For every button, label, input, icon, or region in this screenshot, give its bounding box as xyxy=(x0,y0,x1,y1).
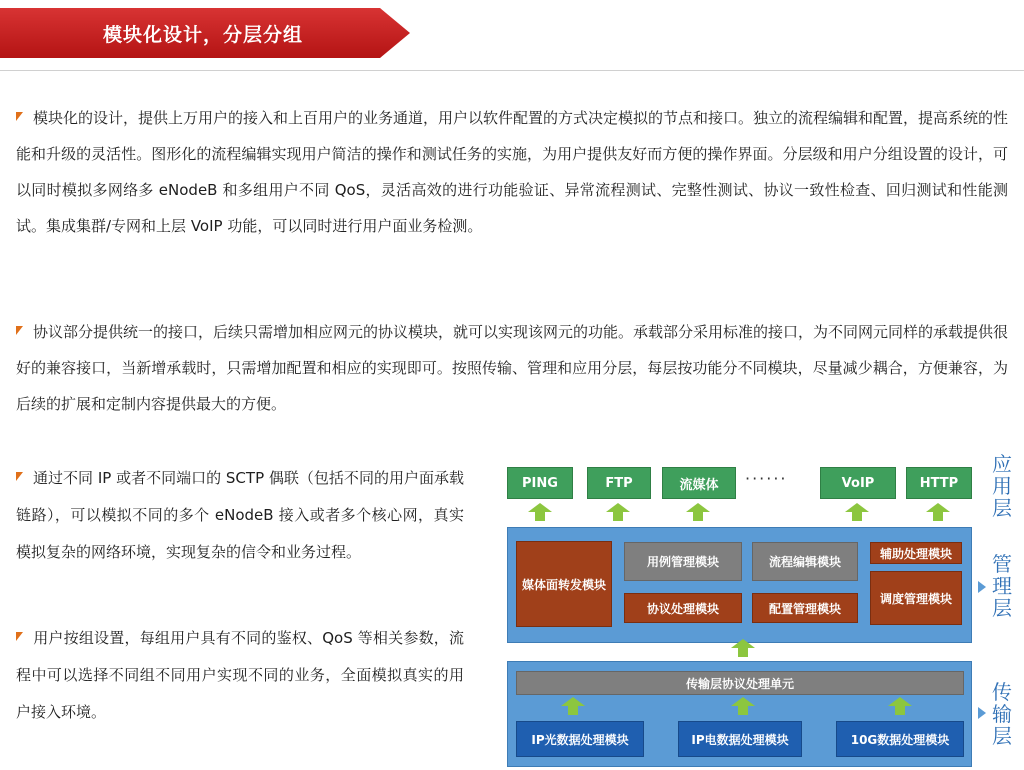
up-arrow-icon xyxy=(736,639,750,657)
transport-protocol-unit: 传输层协议处理单元 xyxy=(516,671,964,695)
paragraph-text: 用户按组设置，每组用户具有不同的鉴权、QoS 等相关参数，流程中可以选择不同组不同用户实现不同的业务，全面模拟真实的用户接入环境。 xyxy=(16,629,464,721)
up-arrow-icon xyxy=(566,697,580,715)
up-arrow-icon xyxy=(850,503,864,521)
architecture-diagram xyxy=(500,445,1024,770)
media-forwarding-module: 媒体面转发模块 xyxy=(516,541,612,627)
app-module-streaming: 流媒体 xyxy=(662,467,736,499)
protocol-module: 协议处理模块 xyxy=(624,593,742,623)
layer-label-management: 管理层 xyxy=(992,552,1012,620)
up-arrow-icon xyxy=(691,503,705,521)
paragraph-user-groups xyxy=(16,620,464,731)
bullet-icon xyxy=(16,326,23,335)
paragraph-text: 通过不同 IP 或者不同端口的 SCTP 偶联（包括不同的用户面承载链路），可以模拟不同的多个 eNodeB 接入或者多个核心网，真实模拟复杂的网络环境，实现复杂的信令和业务过程。 xyxy=(16,469,464,561)
paragraph-protocol-interface xyxy=(16,314,1008,422)
bullet-icon xyxy=(16,472,23,481)
usecase-mgmt-module: 用例管理模块 xyxy=(624,542,742,581)
auxiliary-module: 辅助处理模块 xyxy=(870,542,962,564)
up-arrow-icon xyxy=(611,503,625,521)
arrow-right-icon xyxy=(978,707,986,719)
app-module-voip: VoIP xyxy=(820,467,896,499)
schedule-mgmt-module: 调度管理模块 xyxy=(870,571,962,625)
paragraph-sctp xyxy=(16,460,464,571)
up-arrow-icon xyxy=(736,697,750,715)
paragraph-text: 协议部分提供统一的接口，后续只需增加相应网元的协议模块，就可以实现该网元的功能。承载部分采用标准的接口，为不同网元同样的承载提供很好的兼容接口，当新增承载时，只需增加配置和相应的实现即可。按照传输、管理和应用分层，每层按功能分不同模块，尽量减少耦合，方便兼容，为后续的扩展和定制内容提供最大的方便。 xyxy=(16,323,1009,413)
layer-label-transport: 传输层 xyxy=(992,680,1012,748)
paragraph-modular-design xyxy=(16,100,1008,244)
ip-optical-module: IP光数据处理模块 xyxy=(516,721,644,757)
app-ellipsis: ······ xyxy=(745,469,788,488)
up-arrow-icon xyxy=(893,697,907,715)
paragraph-text: 模块化的设计，提供上万用户的接入和上百用户的业务通道，用户以软件配置的方式决定模拟的节点和接口。独立的流程编辑和配置，提高系统的性能和升级的灵活性。图形化的流程编辑实现用户简洁的操作和测试任务的实施，为用户提供友好而方便的操作界面。分层级和用户分组设置的设计，可以同时模拟多网络多 eNodeB 和多组用户不同 QoS，灵活高效的进行功能验证、异常流程测试、完整性测试、协议一致性检查、回归测试和性能测试。集成集群/专网和上层 VoIP 功能，可以同时进行用户面业务检测。 xyxy=(16,109,1009,235)
layer-label-application: 应用层 xyxy=(992,452,1012,520)
config-mgmt-module: 配置管理模块 xyxy=(752,593,858,623)
up-arrow-icon xyxy=(931,503,945,521)
app-module-ftp: FTP xyxy=(587,467,651,499)
bullet-icon xyxy=(16,632,23,641)
app-module-ping: PING xyxy=(507,467,573,499)
header-divider xyxy=(0,70,1024,71)
10g-data-module: 10G数据处理模块 xyxy=(836,721,964,757)
page-title: 模块化设计，分层分组 xyxy=(103,24,304,46)
arrow-right-icon xyxy=(978,581,986,593)
app-module-http: HTTP xyxy=(906,467,972,499)
ip-electrical-module: IP电数据处理模块 xyxy=(678,721,802,757)
up-arrow-icon xyxy=(533,503,547,521)
flow-edit-module: 流程编辑模块 xyxy=(752,542,858,581)
bullet-icon xyxy=(16,112,23,121)
